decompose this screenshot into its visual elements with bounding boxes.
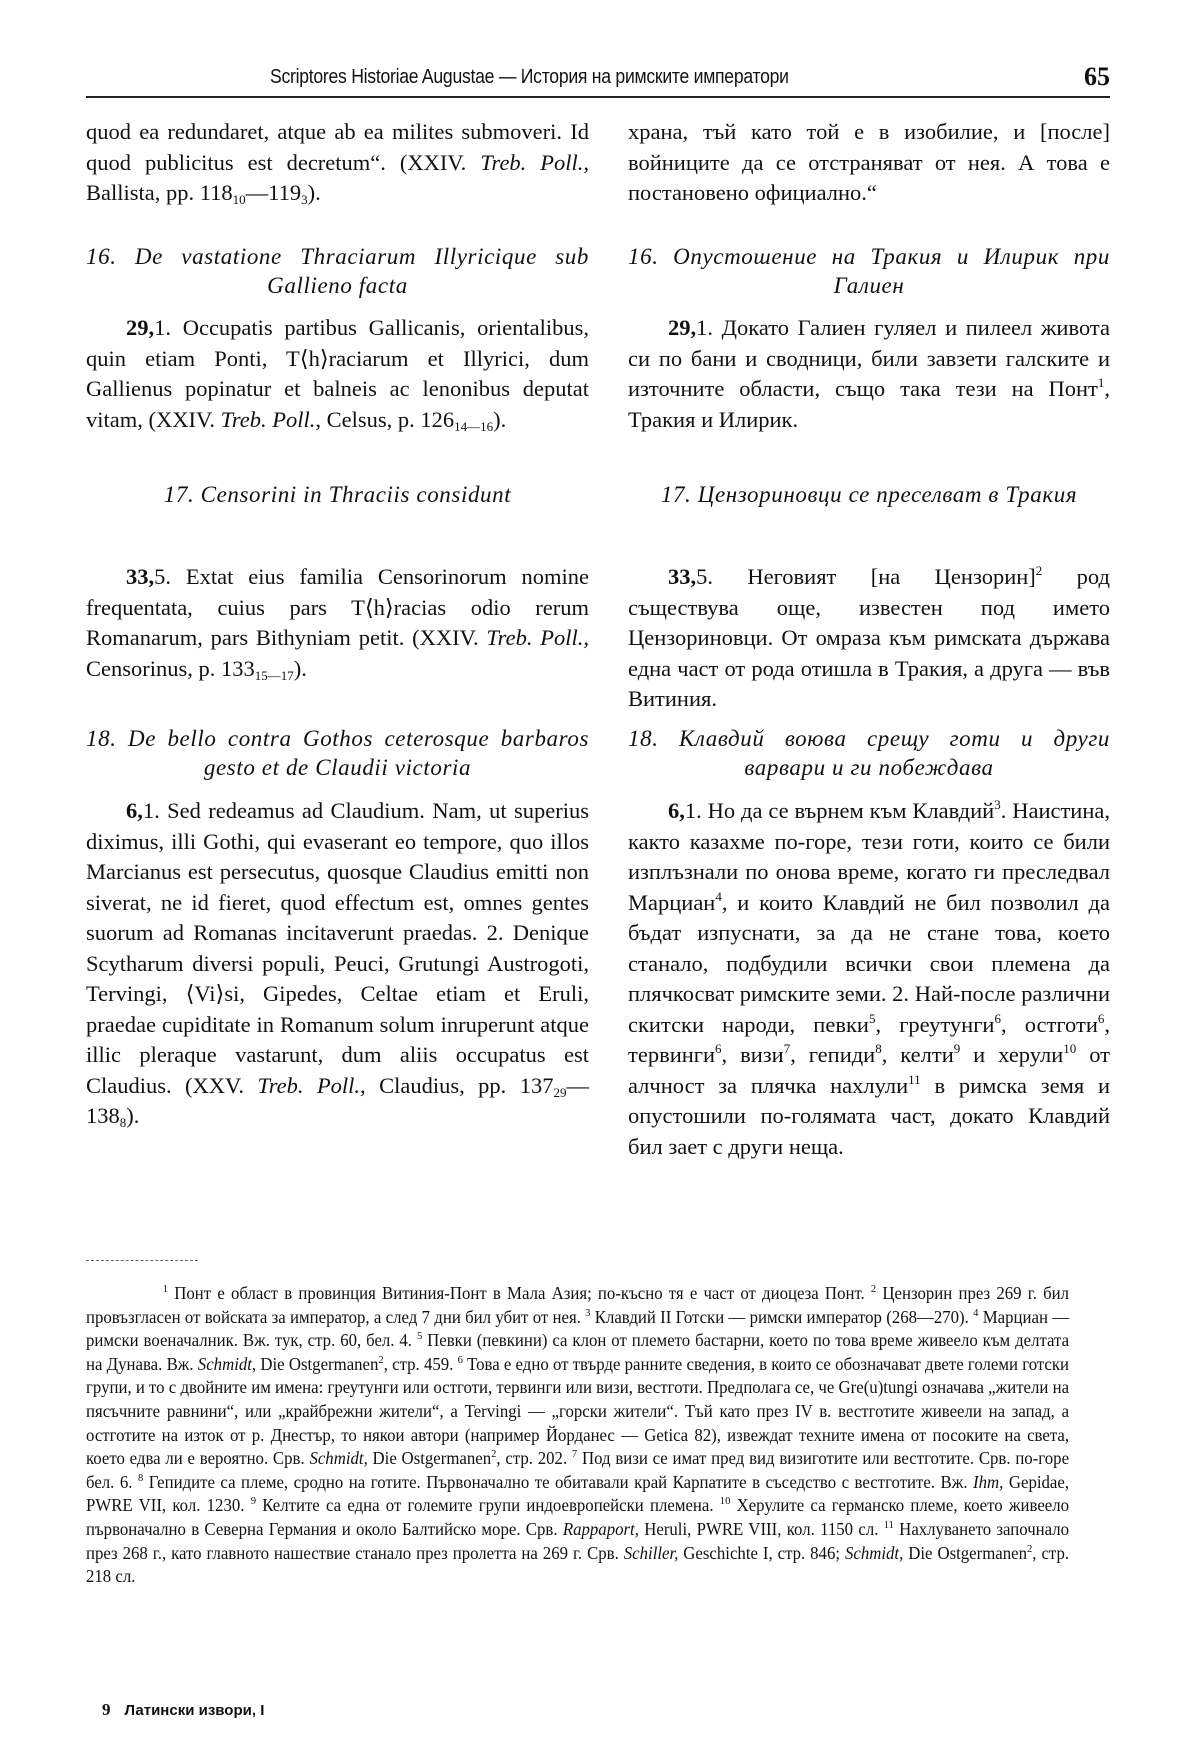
footnote-ref[interactable]: 8 xyxy=(875,1041,882,1056)
footnote-ref[interactable]: 9 xyxy=(953,1041,961,1056)
footnote-ref[interactable]: 10 xyxy=(1063,1041,1077,1056)
footnote-marker: 10 xyxy=(719,1495,731,1508)
footnote-ref[interactable]: 6 xyxy=(994,1010,1001,1026)
footnote-ref[interactable]: 1 xyxy=(1097,375,1105,390)
footnote-divider xyxy=(86,1260,198,1261)
footnote-ref[interactable]: 2 xyxy=(1035,563,1043,578)
footnote-marker: 7 xyxy=(571,1448,578,1461)
running-title: Scriptores Historiae Augustae — История на римските императори xyxy=(270,66,789,88)
signature-text: Латински извори, I xyxy=(124,1702,265,1719)
latin-heading-16: 16. De vastatione Thraciarum Illyricique sub Gallieno facta xyxy=(86,244,589,298)
signature-number: 9 xyxy=(102,1700,111,1719)
bulgarian-paragraph-16: 29,1. Докато Галиен гуляел и пилеел живота си по бани и сводници, били завзети галските и източните области, също така тези на Понт$^1$, Тракия и Илирик. xyxy=(628,315,1110,432)
footnote-ref[interactable]: 5 xyxy=(868,1010,876,1026)
latin-paragraph-17: 33,5. Extat eius familia Censorinorum nomine frequentata, cuius pars T⟨h⟩racias odio rerum Romanarum, pars Bithyniam petit. (XXIV. Treb. Poll., Censorinus, p. $133_{15—17}$). xyxy=(86,564,589,683)
footnote-marker: 1 xyxy=(162,1283,169,1295)
latin-heading-17: 17. Censorini in Thraciis considunt xyxy=(163,482,512,507)
printer-signature xyxy=(102,1700,264,1720)
latin-intro: quod ea redundaret, atque ab ea milites submoveri. Id quod publicitus est decretum“. (XXIV. Treb. Poll., Ballista, pp. $118_{10}—119_3$). xyxy=(86,119,589,207)
footnote-marker: 6 xyxy=(457,1353,463,1366)
latin-heading-18: 18. De bello contra Gothos ceterosque barbaros gesto et de Claudii victoria xyxy=(86,726,589,780)
footnote-marker: 3 xyxy=(585,1306,591,1319)
footnote-ref[interactable]: 4 xyxy=(715,888,722,904)
bulgarian-heading-17: 17. Цензориновци се преселват в Тракия xyxy=(660,482,1078,507)
footnote-marker: 5 xyxy=(416,1330,423,1343)
footnote-marker: 2 xyxy=(870,1283,877,1295)
footnote-ref[interactable]: 11 xyxy=(908,1071,921,1087)
latin-paragraph-18: 6,1. Sed redeamus ad Claudium. Nam, ut superius diximus, illi Gothi, qui evaserant eo tempore, quo illos Marcianus est persecutus, quosque Claudius emitti non siverat, ne id fieret, quod effectum est, omnes gentes suorum ad Romanas incitaverunt praedas. 2. Denique Scytharum diversi populi, Peuci, Grutungi Austrogoti, Tervingi, ⟨Vi⟩si, Gipedes, Celtae etiam et Eruli, praedae cupiditate in Romanum solum inruperunt atque illic pleraque vastarunt, dum aliis occupatus est Claudius. (XXV. Treb. Poll., Claudius, pp. $137_{29}—138_8$). xyxy=(86,798,589,1130)
footnote-marker: 11 xyxy=(883,1518,894,1531)
bulgarian-intro: храна, тъй като той е в изобилие, и [после] войниците да се отстраняват от нея. А това е постановено официално.“ xyxy=(628,119,1110,205)
bulgarian-heading-16: 16. Опустошение на Тракия и Илирик при Галиен xyxy=(628,244,1110,298)
footnote-ref[interactable]: 6 xyxy=(715,1041,722,1056)
footnote-marker: 9 xyxy=(250,1495,256,1508)
page-number: 65 xyxy=(1084,62,1110,91)
page-header xyxy=(86,62,1110,98)
bulgarian-paragraph-18: 6,1. Но да се върнем към Клавдий$^3$. Наистина, както казахме по-горе, тези готи, които се били изплъзнали по онова време, когато ги преследвал Марциан$^4$, и които Клавдий не бил позволил да бъдат изпуснати, за да не стане това, което станало, подбудили всички свои племена да плячкосват римските земи. 2. Най-после различни скитски народи, певки$^5$, греутунги$^6$, остготи$^6$, тервинги$^6$, визи$^7$, гепиди$^8$, келти$^9$ и херули$^{10}$ от алчност за плячка нахлули$^{11}$ в римска земя и опустошили по-голямата част, докато Клавдий бил зает с други неща. xyxy=(628,797,1111,1159)
bulgarian-paragraph-17: 33,5. Неговият [на Цензорин]$^2$ род съществува още, известен под името Цензориновци. От омраза към римската държава една част от рода отишла в Тракия, а друга — във Витиния. xyxy=(628,563,1110,711)
footnote-ref[interactable]: 6 xyxy=(1097,1010,1105,1026)
footnotes: $^1$ Понт е област в провинция Витиния-Понт в Мала Азия; по-късно тя е част от диоцеза Понт. $^2$ Цензорин през 269 г. бил провъзгласен от войската за император, а след 7 дни бил убит от нея. $^3$ Клавдий II Готски — римски император (268—270). $^4$ Марциан — римски военачалник. Вж. тук, стр. 60, бел. 4. $^5$ Певки (певкини) са клон от племето бастарни, което по това време живеело към делтата на Дунава. Вж. Schmidt, Die Ostgermanen$^2$, стр. 459. $^6$ Това е едно от твърде ранните сведения, в които се обозначават двете големи готски групи, и то с двойните им имена: греутунги или остготи, тервинги или визи, вестготи. Предполага се, че Gre(u)tungi означава „жители на пясъчните равнини“, или „крайбрежни жители“, а Tervingi — „горски жители“. Тъй като през IV в. вестготите живеели на запад, а остготите на изток от р. Днестър, то някои автори (например Йорданес — Getica 82), извеждат техните имена от посоките на света, което едва ли е вероятно. Срв. Schmidt, Die Ostgermanen$^2$, стр. 202. $^7$ Под визи се имат пред вид визиготите или вестготите. Срв. по-горе бел. 6. $^8$ Гепидите са племе, сродно на готите. Първоначално те обитавали край Карпатите в съседство с вестготите. Вж. Ihm, Gepidae, PWRE VII, кол. 1230. $^9$ Келтите са една от големите групи индоевропейски племена. $^{10}$ Херулите са германско племе, което живеело първоначално в Северна Германия и около Балтийско море. Срв. Rappaport, Heruli, PWRE VIII, кол. 1150 сл. $^{11}$ Нахлуването започнало през 268 г., като главното нашествие станало през пролетта на 269 г. Срв. Schiller, Geschichte I, стр. 846; Schmidt, Die Ostgermanen$^2$, стр. 218 сл. xyxy=(86,1283,1070,1587)
footnote-ref[interactable]: 7 xyxy=(783,1041,791,1056)
bulgarian-heading-18: 18. Клавдий воюва срещу готи и други варвари и ги побеждава xyxy=(628,726,1110,780)
latin-paragraph-16: 29,1. Occupatis partibus Gallicanis, orientalibus, quin etiam Ponti, T⟨h⟩raciarum et Illyrici, dum Gallienus popinatur et balneis ac lenonibus deputat vitam, (XXIV. Treb. Poll., Celsus, p. $126_{14—16}$). xyxy=(86,315,589,434)
footnote-marker: 8 xyxy=(137,1471,144,1484)
footnote-marker: 4 xyxy=(973,1306,979,1319)
footnote-ref[interactable]: 3 xyxy=(994,797,1001,812)
